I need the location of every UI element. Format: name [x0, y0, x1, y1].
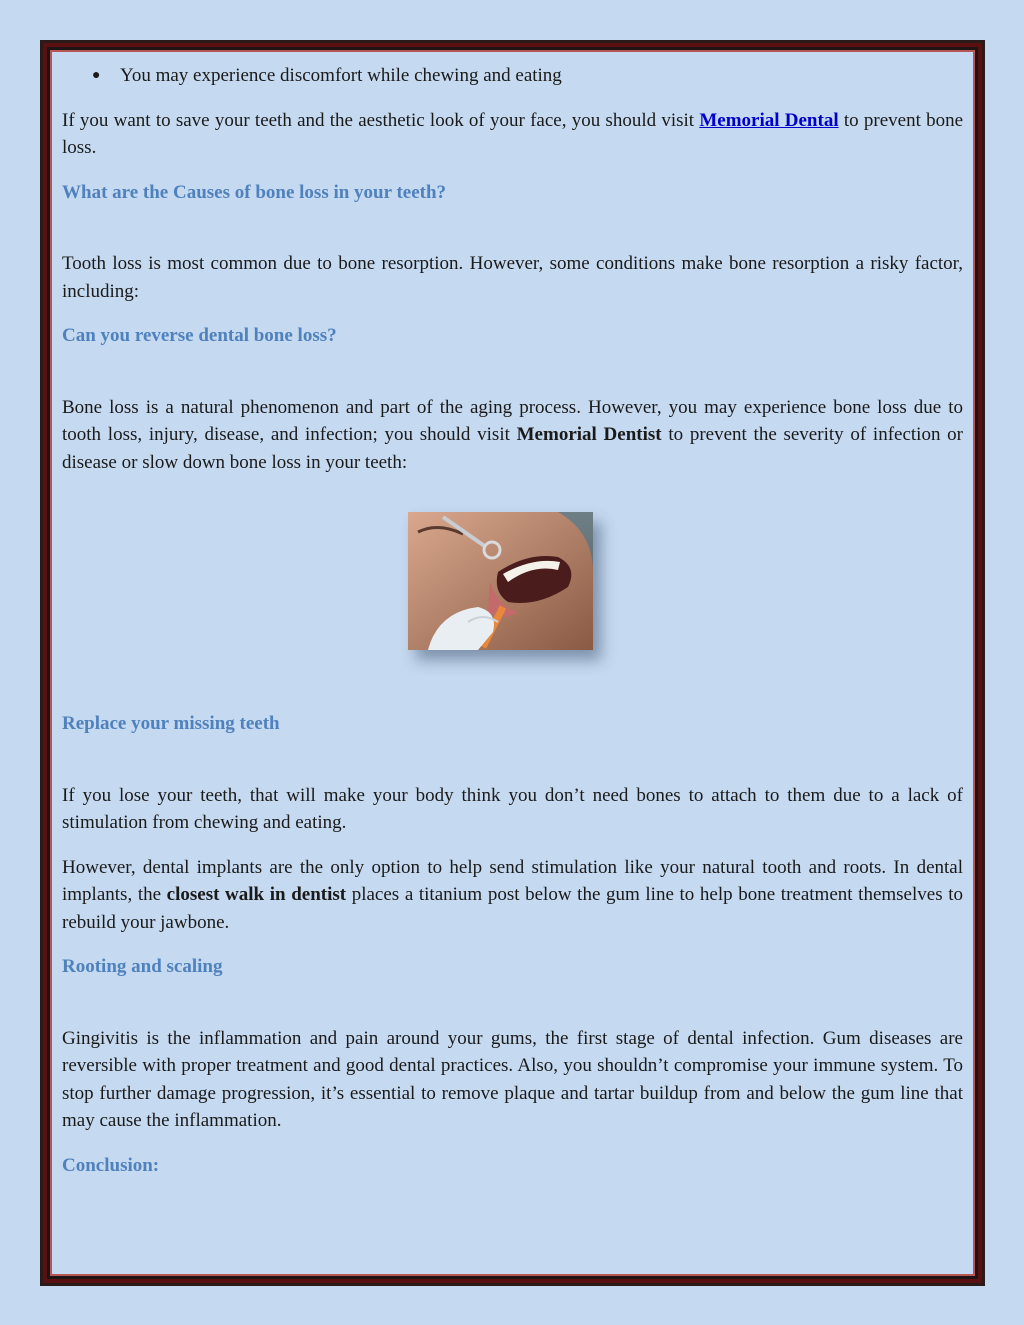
paragraph-text: Bone loss is a natural phenomenon and part of the aging process. However, you may experience bone loss due to tooth loss, injury, disease, and infection; you should visit	[62, 396, 963, 445]
bullet-dot-icon: ●	[92, 68, 101, 83]
document-body	[62, 62, 963, 1179]
closest-walk-in-dentist-bold: closest walk in dentist	[166, 884, 347, 905]
paragraph-dental-implants	[62, 854, 963, 937]
paragraph-text: If you want to save your teeth and the aesthetic look of your face, you should visit	[62, 109, 695, 131]
memorial-dental-link[interactable]: Memorial Dental	[699, 109, 839, 131]
paragraph-text: places a titanium post below the gum line to help bone treatment themselves to rebuild your jawbone.	[62, 884, 963, 933]
paragraph-lose-teeth: If you lose your teeth, that will make your body think you don’t need bones to attach to them due to a lack of stimulation from chewing and eating.	[62, 784, 963, 833]
paragraph-tooth-loss: Tooth loss is most common due to bone resorption. However, some conditions make bone resorption a risky factor, including:	[62, 253, 963, 302]
paragraph-text: to prevent the severity of infection or disease or slow down bone loss in your teeth:	[62, 424, 964, 473]
paragraph-bone-loss	[62, 394, 963, 477]
heading-reverse-bone-loss: Can you reverse dental bone loss?	[62, 325, 337, 346]
paragraph-gingivitis: Gingivitis is the inflammation and pain around your gums, the first stage of dental infection. Gum diseases are reversible with proper treatment and good dental practices. Also, you shouldn’t compromise your immune system. To stop further damage progression, it’s essential to remove plaque and tartar buildup from and below the gum line that may cause the inflammation.	[62, 1027, 963, 1131]
heading-causes: What are the Causes of bone loss in your teeth?	[62, 181, 447, 203]
heading-conclusion: Conclusion:	[62, 1154, 160, 1176]
bullet-text: You may experience discomfort while chewing and eating	[120, 65, 562, 86]
page-border-frame	[40, 40, 985, 1286]
paragraph-text: to prevent bone loss.	[62, 109, 964, 158]
page-area	[50, 50, 975, 1276]
page-border-inner	[43, 43, 982, 1283]
heading-replace-teeth: Replace your missing teeth	[62, 713, 280, 734]
paragraph-text: However, dental implants are the only option to help send stimulation like your natural tooth and roots. In dental implants, the	[62, 856, 963, 905]
bullet-item	[92, 62, 963, 90]
heading-rooting-scaling: Rooting and scaling	[62, 956, 223, 977]
memorial-dentist-bold: Memorial Dentist	[516, 424, 662, 445]
dental-exam-photo	[408, 512, 593, 650]
dental-exam-illustration	[408, 512, 593, 650]
paragraph-visit-dental	[62, 107, 963, 162]
